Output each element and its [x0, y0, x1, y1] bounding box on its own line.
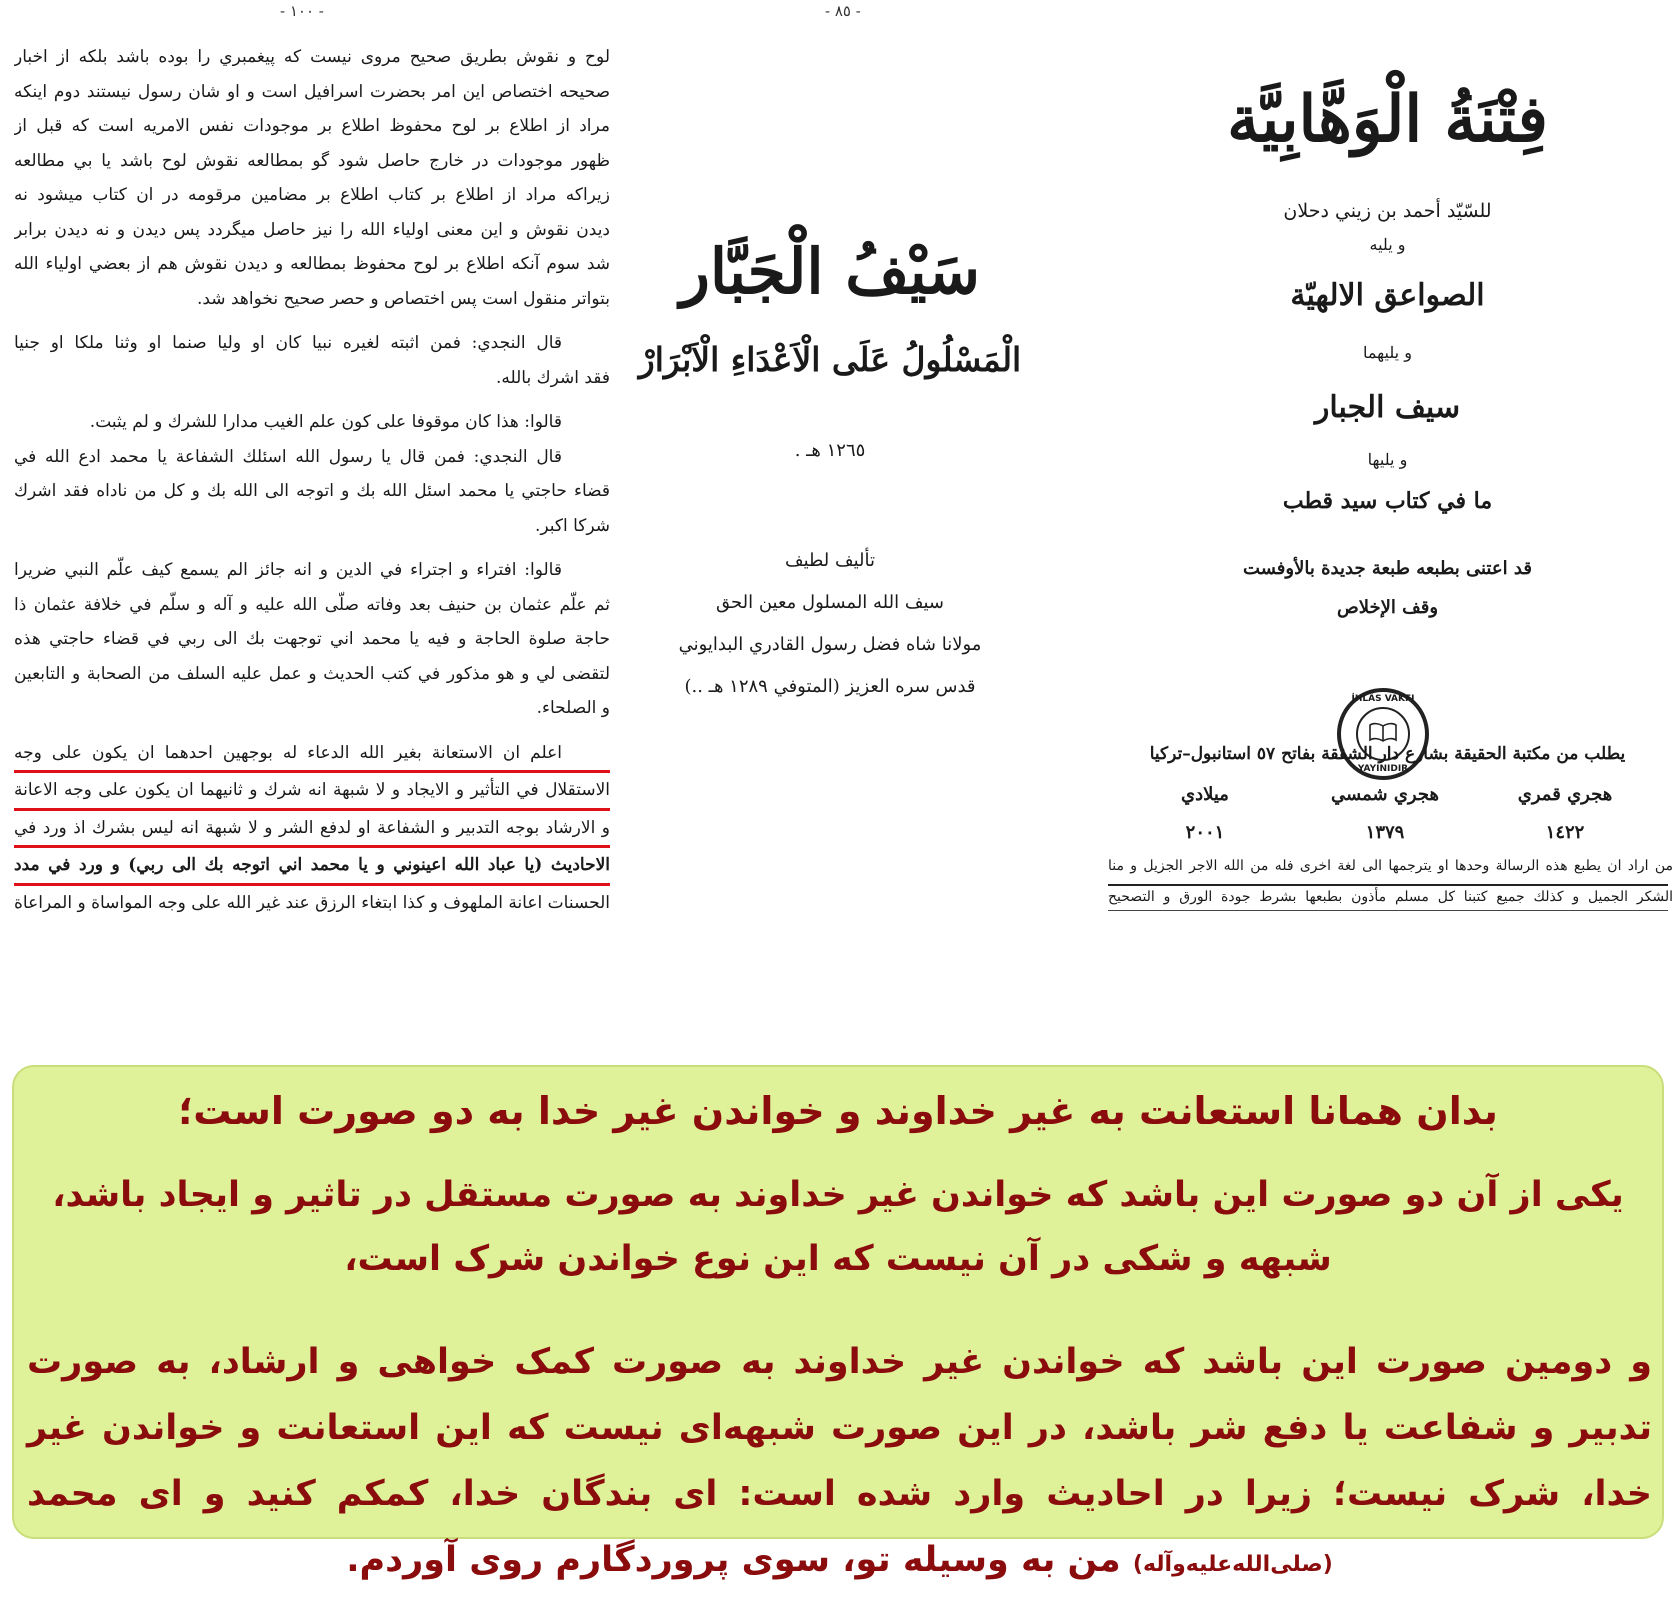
cover-book-title: الصواعق الالهيّة [1290, 278, 1485, 313]
book-subtitle: الْمَسْلُولُ عَلَى الْاَعْدَاءِ الْاَبْرَارْ [638, 340, 1022, 379]
translation-paragraph [27, 1329, 1652, 1598]
text-line: قالوا: هذا كان موقوفا على كون علم الغيب مدارا للشرك و لم يثبت. [89, 412, 562, 432]
book-title: سَيْفُ الْجَبَّار [679, 235, 981, 308]
calendar-year: ١٤٢٢ [1545, 822, 1585, 843]
highlighted-text-line: الاستقلال في التأثير و الايجاد و لا شبهة انه شرك و ثانيهما ان يكون على وجه الاعانة [14, 773, 610, 811]
salutation-text: (صلی‌الله‌علیه‌وآله) [1132, 1552, 1333, 1577]
cover-followed: و يليها [1367, 450, 1408, 469]
text-line: مراد از اطلاع بر لوح محفوظ اطلاع بر موجودات نفس الامريه است كه قبل از [14, 116, 610, 136]
text-line: شركا اكبر. [534, 515, 610, 536]
text-line: قال النجدي: فمن اثبته لغيره نبيا كان او وليا صنما او وثنا ملكا او جنيا [14, 333, 562, 353]
text-line: بتواتر منقول است پس اختصاص و حصر صحيح نخواهد شد. [196, 288, 610, 309]
credit-line: تأليف لطيف [784, 550, 876, 571]
calendar-year: ٢٠٠١ [1185, 822, 1225, 843]
highlighted-text-line: الاحاديث (يا عباد الله اعينوني و يا محمد اني اتوجه بك الى ربي) و ورد في مدد [14, 848, 610, 886]
translation-line: یکی از آن دو صورت این باشد که خواندن غیر خداوند به صورت مستقل در تاثیر و ایجاد باشد، [52, 1175, 1624, 1215]
book-icon [1369, 722, 1397, 742]
cover-book-title: ما في كتاب سيد قطب [1282, 488, 1493, 514]
highlighted-text-line: اعلم ان الاستعانة بغير الله الدعاء له بوجهين احدهما ان يكون على وجه [14, 736, 610, 774]
text-line: لوح و نقوش بطريق صحيح مروى نيست كه پيغمبري را بوده باشد بلكه از اخبار [14, 47, 610, 67]
footnote-line: الشكر الجميل و كذلك جميع كتبنا كل مسلم مأذون بطبعها بشرط جودة الورق و التصحيح [1108, 889, 1673, 905]
translation-heading: بدان همانا استعانت به غیر خداوند و خواندن غیر خدا به دو صورت است؛ [178, 1089, 1498, 1133]
text-line: حاجة صلوة الحاجة و فيه يا محمد اني توجهت بك الى ربي في قضاء حاجتي هذه [14, 629, 610, 649]
cover-book-title: سيف الجبار [1314, 390, 1461, 425]
calendar-label: هجري قمري [1517, 784, 1613, 805]
text-line: ظهور موجودات در خارج حاصل شود گو بمطالعه نقوش لوح باشد يا بي مطالعه [14, 150, 610, 171]
highlighted-text-line: و الارشاد بوجه التدبير و الشفاعة او لدفع الشر و لا شبهة انه ليس بشرك اذ ورد في [14, 811, 610, 849]
text-line: قال النجدي: فمن قال يا رسول الله اسئلك الشفاعة يا محمد ادع الله في [14, 446, 562, 467]
logo-text-bottom: YAYINIDIR [1357, 764, 1409, 774]
calendar-year: ١٣٧٩ [1365, 822, 1405, 843]
translation-text: من به وسیله تو، سوی پروردگارم روی آوردم. [346, 1540, 1133, 1580]
middle-page [630, 0, 1030, 1030]
footnote-line: من اراد ان يطبع هذه الرسالة وحدها او يترجمها الى لغة اخرى فله من الله الاجر الجزيل و منا [1108, 858, 1673, 874]
text-line: لتقضى لي و هو مذكور في كتب الحديث و عمل عليه السلف من الصحابة و التابعين [14, 663, 610, 684]
left-page-text [14, 40, 610, 920]
text-line: شد سوم آنكه اطلاع بر لوح محفوظ بمطالعه و ديدن نقوش هم از بعضي اولياء الله [14, 254, 610, 274]
cover-publisher: وقف الإخلاص [1336, 597, 1439, 618]
text-line: قالوا: افتراء و اجتراء في الدين و انه جائز الم يسمع كيف علّم النبي ضريرا [14, 560, 562, 580]
credit-line: مولانا شاه فضل رسول القادري البدايوني [678, 634, 982, 655]
text-line: و الصلحاء. [536, 698, 610, 718]
translation-box [12, 1065, 1664, 1580]
translation-text: و دومین صورت این باشد که خواندن غیر خداوند به صورت کمک خواهی و ارشاد، به صورت تدبیر و شفاعت یا دفع شر باشد، در این صورت شبهه‌ای نیست که این استعانت و خواندن غیر خدا، شرک نیست؛ زیرا در احادیث وارد شده است: ای بندگان خدا، کمکم کنید و ای محمد [27, 1342, 1652, 1514]
page-number: - ٨٥ - [825, 2, 861, 20]
translation-line: شبهه و شکی در آن نیست که این نوع خواندن شرک است، [344, 1239, 1332, 1279]
cover-title: فِتْنَةُ الْوَهَّابِيَّة [1227, 82, 1548, 157]
credit-line: سيف الله المسلول معين الحق [716, 592, 944, 613]
cover-author: للسّيّد أحمد بن زيني دحلان [1283, 200, 1492, 222]
book-year: ١٢٦٥ هـ . [794, 440, 866, 461]
cover-followed: و يليه [1369, 235, 1406, 254]
cover-followed: و يليهما [1363, 343, 1412, 362]
calendar-label: ميلادي [1181, 784, 1229, 805]
credit-line: قدس سره العزيز (المتوفي ١٢٨٩ هـ ..) [684, 676, 976, 697]
publisher-logo [1337, 688, 1429, 780]
text-line: ثم علّم عثمان بن حنيف بعد وفاته صلّى الله عليه و آله و سلّم في خلافة عثمان ذا [14, 594, 610, 615]
calendar-years [1120, 822, 1650, 843]
calendar-label: هجري شمسي [1331, 784, 1439, 805]
text-line: قضاء حاجتي يا محمد اسئل الله بك و اتوجه الى الله بك و كل من ناداه فقد اشرك [14, 481, 610, 501]
calendar-labels [1120, 784, 1650, 805]
left-page [10, 0, 610, 1030]
logo-text-top: İHLÂS VAKFI [1351, 694, 1415, 704]
cover-page [1100, 0, 1675, 1030]
text-line: زيراكه مراد از اطلاع بر كتاب اطلاع بر مضامين مرقومه در ان كتاب ميشود نه [14, 185, 610, 205]
page-number: - ١٠٠ - [280, 2, 324, 20]
text-line: صحيحه اختصاص اين امر بحضرت اسرافيل است و او شان رسول نيستند دوم اينكه [14, 81, 610, 102]
author-credit [630, 540, 1030, 708]
text-line: فقد اشرك بالله. [495, 367, 610, 388]
text-line: ديدن نقوش و اين معنى اولياء الله را نيز حاصل ميگردد پس ديدن و نه ديدن برابر [14, 219, 610, 240]
cover-care-note: قد اعتنى بطبعه طبعة جديدة بالأوفست [1243, 558, 1532, 579]
text-line: الحسنات اعانة الملهوف و كذا ابتغاء الرزق عند غير الله على وجه المواساة و المراعاة [14, 892, 610, 913]
cover-address: يطلب من مكتبة الحقيقة بشارع دار الشفقة بفاتح ٥٧ استانبول–تركيا [1149, 744, 1626, 764]
